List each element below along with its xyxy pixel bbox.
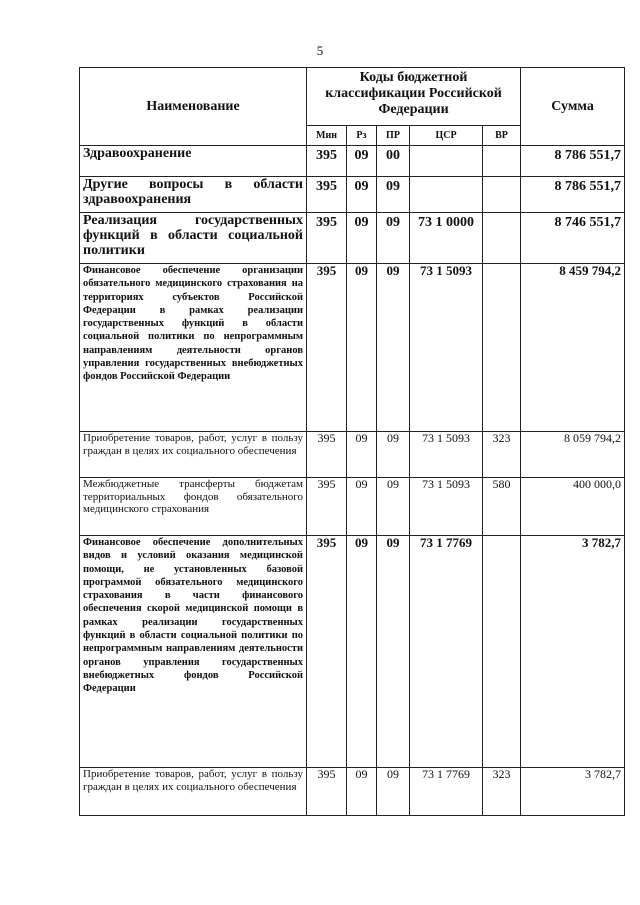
row-rz: 09: [347, 478, 377, 536]
header-budget-codes: Коды бюджетной классификации Российской Федерации: [307, 68, 521, 126]
table-row: [80, 213, 625, 264]
row-pr: 09: [377, 536, 410, 768]
table-row: [80, 146, 625, 177]
row-rz: 09: [347, 146, 377, 177]
row-pr: 09: [377, 432, 410, 478]
table-row: [80, 768, 625, 816]
header-min: Мин: [307, 126, 347, 146]
row-name: Здравоохранение: [80, 146, 307, 177]
row-csr: 73 1 0000: [410, 213, 483, 264]
row-vr: [483, 177, 521, 213]
row-csr: 73 1 5093: [410, 264, 483, 432]
row-sum: 8 746 551,7: [521, 213, 625, 264]
page-number: 5: [316, 43, 324, 58]
row-sum: 3 782,7: [521, 768, 625, 816]
table-row: [80, 177, 625, 213]
table-row: [80, 536, 625, 768]
table-row: [80, 264, 625, 432]
table-row: [80, 478, 625, 536]
row-sum: 8 059 794,2: [521, 432, 625, 478]
row-name: Межбюджетные трансферты бюджетам территориальных фондов обязательного медицинского страхования: [80, 478, 307, 536]
row-min: 395: [307, 536, 347, 768]
header-rz: Рз: [347, 126, 377, 146]
header-sum: Сумма: [521, 68, 625, 146]
row-name: Финансовое обеспечение организации обязательного медицинского страхования на территориях субъектов Российской Федерации в рамках реализации государственных функций в области социальной политики по непрограммным направлениям деятельности органов управления государственных внебюджетных фондов Российской Федерации: [80, 264, 307, 432]
row-csr: 73 1 5093: [410, 478, 483, 536]
row-sum: 400 000,0: [521, 478, 625, 536]
row-name: Приобретение товаров, работ, услуг в пользу граждан в целях их социального обеспечения: [80, 768, 307, 816]
row-min: 395: [307, 768, 347, 816]
row-name: Финансовое обеспечение дополнительных видов и условий оказания медицинской помощи, не установленных базовой программой обязательного медицинского страхования в части финансового обеспечения скорой медицинской помощи в рамках реализации государственных функций в области социальной политики по непрограммным направлениям деятельности органов управления государственных внебюджетных фондов Российской Федерации: [80, 536, 307, 768]
row-csr: 73 1 5093: [410, 432, 483, 478]
row-min: 395: [307, 478, 347, 536]
row-sum: 8 786 551,7: [521, 146, 625, 177]
row-vr: 580: [483, 478, 521, 536]
row-name: Реализация государственных функций в области социальной политики: [80, 213, 307, 264]
row-csr: 73 1 7769: [410, 768, 483, 816]
row-rz: 09: [347, 536, 377, 768]
row-min: 395: [307, 146, 347, 177]
row-vr: [483, 146, 521, 177]
row-vr: [483, 264, 521, 432]
row-min: 395: [307, 432, 347, 478]
row-vr: 323: [483, 768, 521, 816]
row-pr: 09: [377, 177, 410, 213]
row-min: 395: [307, 264, 347, 432]
row-csr: [410, 177, 483, 213]
row-sum: 8 786 551,7: [521, 177, 625, 213]
row-name: Приобретение товаров, работ, услуг в пользу граждан в целях их социального обеспечения: [80, 432, 307, 478]
row-rz: 09: [347, 177, 377, 213]
header-csr: ЦСР: [410, 126, 483, 146]
row-csr: [410, 146, 483, 177]
header-vr: ВР: [483, 126, 521, 146]
header-name: Наименование: [80, 68, 307, 146]
row-min: 395: [307, 177, 347, 213]
row-rz: 09: [347, 264, 377, 432]
row-vr: [483, 536, 521, 768]
row-vr: 323: [483, 432, 521, 478]
row-vr: [483, 213, 521, 264]
row-pr: 09: [377, 478, 410, 536]
row-pr: 00: [377, 146, 410, 177]
row-name: Другие вопросы в области здравоохранения: [80, 177, 307, 213]
row-min: 395: [307, 213, 347, 264]
row-sum: 8 459 794,2: [521, 264, 625, 432]
table-header-row: [80, 68, 625, 126]
row-rz: 09: [347, 213, 377, 264]
table-row: [80, 432, 625, 478]
row-pr: 09: [377, 768, 410, 816]
row-csr: 73 1 7769: [410, 536, 483, 768]
budget-classification-table: [79, 67, 625, 816]
header-pr: ПР: [377, 126, 410, 146]
row-rz: 09: [347, 768, 377, 816]
row-pr: 09: [377, 264, 410, 432]
row-rz: 09: [347, 432, 377, 478]
row-sum: 3 782,7: [521, 536, 625, 768]
row-pr: 09: [377, 213, 410, 264]
